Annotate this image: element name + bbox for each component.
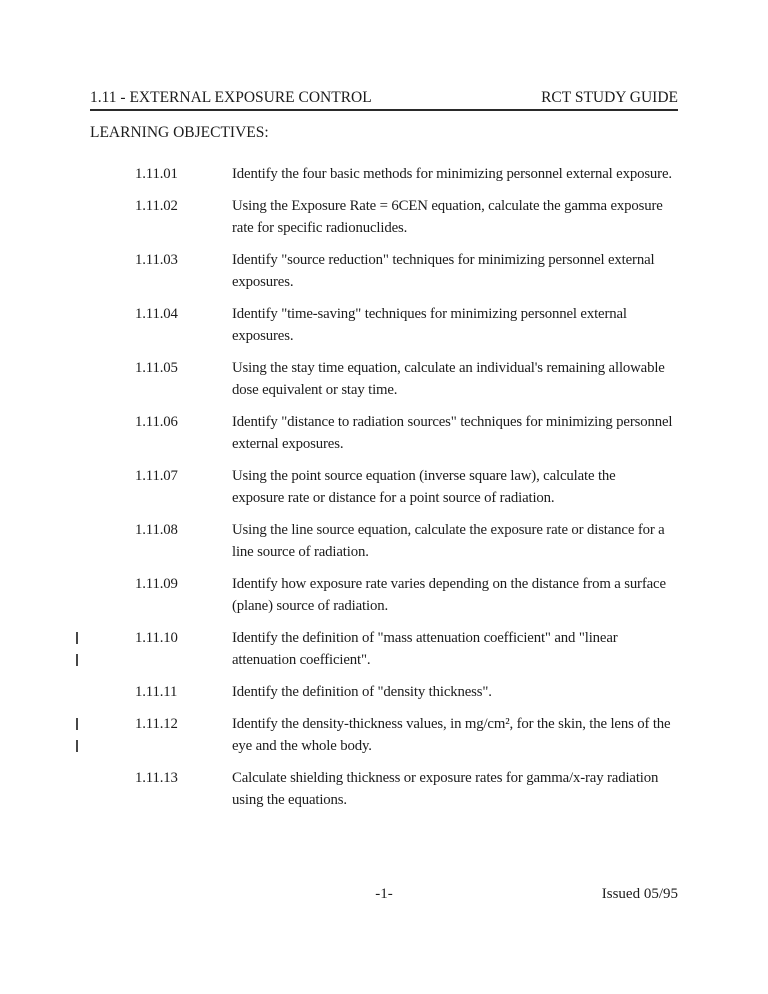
- objective-text-line: exposures.: [232, 274, 294, 290]
- objective-text-line: Identify the definition of "mass attenuation coefficient" and "linear: [232, 630, 618, 646]
- header-section-title: 1.11 - EXTERNAL EXPOSURE CONTROL: [90, 89, 372, 106]
- change-bar-icon: [76, 740, 78, 752]
- change-bar-icon: [76, 654, 78, 666]
- objective-text-line: dose equivalent or stay time.: [232, 382, 398, 398]
- objective-text: [232, 195, 678, 239]
- objective-item: [135, 713, 678, 757]
- header-guide-title: RCT STUDY GUIDE: [541, 89, 678, 106]
- objective-text-line: attenuation coefficient".: [232, 652, 371, 668]
- objective-text: [232, 519, 678, 563]
- objectives-list: [90, 163, 678, 811]
- objective-item: [135, 303, 678, 347]
- objective-text-line: Identify the density-thickness values, in mg/cm², for the skin, the lens of the: [232, 716, 671, 732]
- objective-item: [135, 195, 678, 239]
- objective-text-line: exposure rate or distance for a point source of radiation.: [232, 490, 555, 506]
- objective-text-line: Using the point source equation (inverse square law), calculate the: [232, 468, 616, 484]
- objective-text: [232, 713, 678, 757]
- objective-text-line: external exposures.: [232, 436, 344, 452]
- objective-number: 1.11.08: [135, 522, 178, 538]
- change-bars: [76, 713, 79, 757]
- objective-item: [135, 465, 678, 509]
- objective-number: 1.11.01: [135, 166, 178, 182]
- objective-text-line: Identify the definition of "density thickness".: [232, 684, 492, 700]
- issued-date: Issued 05/95: [601, 886, 678, 902]
- objective-text: [232, 681, 678, 703]
- change-bars: [76, 627, 79, 671]
- objective-text: [232, 303, 678, 347]
- objective-text-line: Identify "distance to radiation sources" techniques for minimizing personnel: [232, 414, 673, 430]
- objective-number: 1.11.10: [135, 630, 178, 646]
- objective-text-line: Identify "source reduction" techniques for minimizing personnel external: [232, 252, 655, 268]
- objective-number: 1.11.04: [135, 306, 178, 322]
- objective-text-line: Using the stay time equation, calculate an individual's remaining allowable: [232, 360, 665, 376]
- objective-number: 1.11.09: [135, 576, 178, 592]
- objective-number: 1.11.05: [135, 360, 178, 376]
- objective-text-line: Using the Exposure Rate = 6CEN equation, calculate the gamma exposure: [232, 198, 663, 214]
- section-heading: LEARNING OBJECTIVES:: [90, 124, 269, 141]
- objective-number: 1.11.03: [135, 252, 178, 268]
- objective-item: [135, 519, 678, 563]
- page-number: -1-: [375, 886, 393, 902]
- objective-item: [135, 249, 678, 293]
- objective-text-line: Calculate shielding thickness or exposure rates for gamma/x-ray radiation: [232, 770, 659, 786]
- objective-number: 1.11.12: [135, 716, 178, 732]
- objective-text-line: line source of radiation.: [232, 544, 369, 560]
- objective-text: [232, 357, 678, 401]
- objective-text: [232, 163, 678, 185]
- objective-text: [232, 627, 678, 671]
- change-bar-icon: [76, 632, 78, 644]
- objective-text-line: Using the line source equation, calculate the exposure rate or distance for a: [232, 522, 665, 538]
- objective-number: 1.11.07: [135, 468, 178, 484]
- objective-text: [232, 767, 678, 811]
- objective-item: [135, 627, 678, 671]
- objective-text-line: using the equations.: [232, 792, 347, 808]
- objective-text: [232, 465, 678, 509]
- objective-text: [232, 411, 678, 455]
- objective-item: [135, 767, 678, 811]
- objective-text-line: (plane) source of radiation.: [232, 598, 389, 614]
- objective-text-line: Identify the four basic methods for minimizing personnel external exposure.: [232, 166, 672, 182]
- page-content: [90, 90, 678, 821]
- objective-text-line: rate for specific radionuclides.: [232, 220, 408, 236]
- objective-text: [232, 249, 678, 293]
- objective-text-line: exposures.: [232, 328, 294, 344]
- objective-item: [135, 411, 678, 455]
- objective-item: [135, 163, 678, 185]
- change-bar-icon: [76, 718, 78, 730]
- objective-item: [135, 357, 678, 401]
- objective-number: 1.11.06: [135, 414, 178, 430]
- objective-number: 1.11.11: [135, 684, 178, 700]
- objective-item: [135, 681, 678, 703]
- objective-text: [232, 573, 678, 617]
- objective-text-line: Identify how exposure rate varies depending on the distance from a surface: [232, 576, 666, 592]
- page-footer: [90, 886, 678, 906]
- objective-number: 1.11.02: [135, 198, 178, 214]
- objective-item: [135, 573, 678, 617]
- objective-number: 1.11.13: [135, 770, 178, 786]
- page-header: [90, 90, 678, 111]
- objective-text-line: Identify "time-saving" techniques for minimizing personnel external: [232, 306, 627, 322]
- objective-text-line: eye and the whole body.: [232, 738, 372, 754]
